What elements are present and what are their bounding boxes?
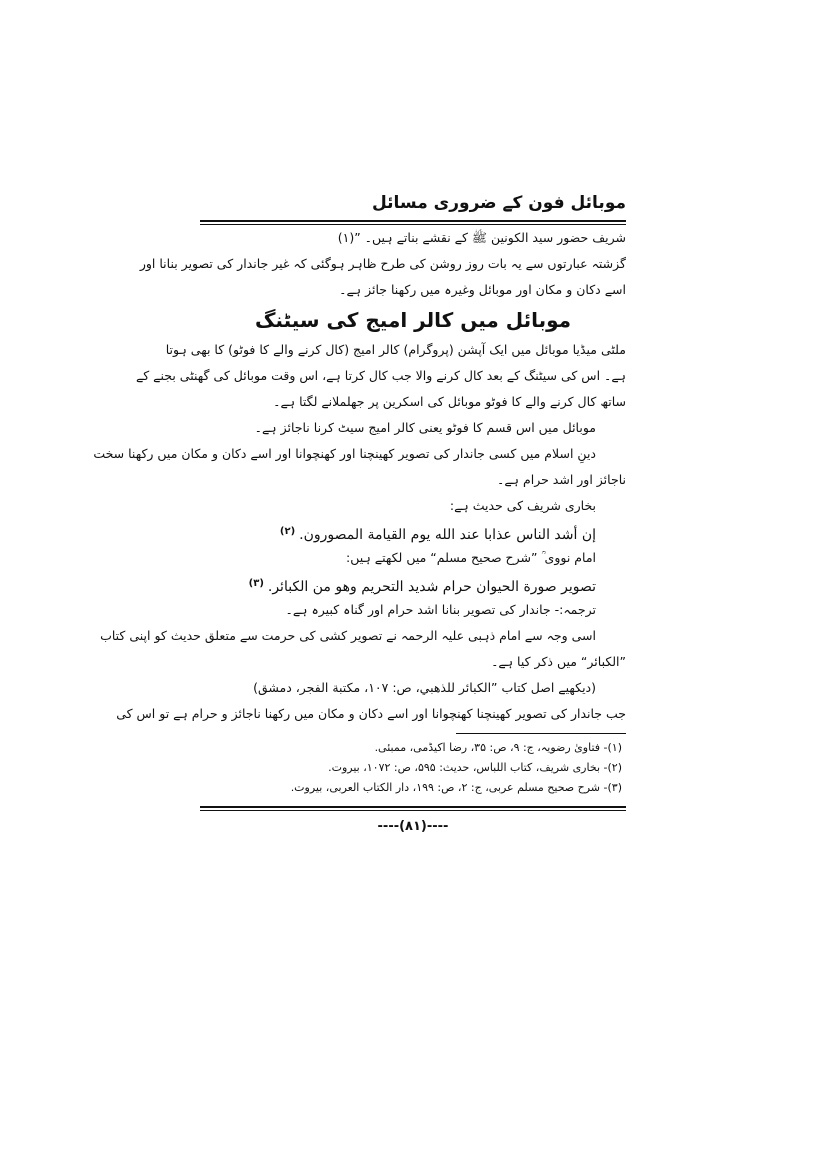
text-line: ہے۔ اس کی سیٹنگ کے بعد کال کرنے والا جب کال کرتا ہے، اس وقت موبائل کی گھنٹی بجنے کے — [135, 368, 626, 383]
text-line: موبائل میں اس قسم کا فوٹو یعنی کالر امیج سیٹ کرنا ناجائز ہے۔ — [254, 420, 596, 435]
footnote-marker: (۲) — [279, 526, 296, 537]
text-line: بخاری شریف کی حدیث ہے: — [449, 498, 596, 513]
reference-line: (دیکھیے اصل کتاب ”الكبائر للذهبي، ص: ۱۰۷، مكتبة الفجر، دمشق) — [253, 680, 596, 695]
text-line: اسی وجہ سے امام ذہبی علیہ الرحمہ نے تصویر کشی کی حرمت سے متعلق حدیث کو اپنی کتاب — [100, 628, 596, 643]
hadith-line — [200, 519, 626, 545]
running-header: موبائل فون کے ضروری مسائل — [371, 193, 626, 213]
footnote-marker: (۳) — [248, 578, 264, 589]
text-line: شریف حضور سید الکونین ﷺ کے نقشے بناتے ہیں۔ ”(۱) — [337, 230, 626, 245]
footnote: (۲)- بخاری شریف، کتاب اللباس، حدیث: ۵۹۵، ص: ۱۰۷۲، بیروت. — [328, 761, 622, 774]
footnote-rule — [456, 733, 626, 734]
document-page — [93, 190, 626, 980]
text-line: جب جاندار کی تصویر کھینچنا کھنچوانا اور اسے دکان و مکان میں رکھنا ناجائز و حرام ہے تو اس کی — [116, 706, 626, 721]
translation-line: ترجمہ:- جاندار کی تصویر بنانا اشد حرام اور گناہ کبیرہ ہے۔ — [285, 602, 596, 617]
text-line: ساتھ کال کرنے والے کا فوٹو موبائل کی اسکرین پر جھلملانے لگتا ہے۔ — [273, 394, 626, 409]
section-heading: موبائل میں کالر امیج کی سیٹنگ — [254, 308, 572, 332]
page-number: ----(۸۱)---- — [377, 819, 449, 834]
intro-paragraph — [139, 225, 626, 303]
section-body — [93, 337, 626, 727]
footer-rule — [200, 806, 626, 811]
footnote: (۳)- شرح صحیح مسلم عربی، ج: ۲، ص: ۱۹۹، دار الکتاب العربی، بیروت. — [290, 781, 622, 794]
text-line: ناجائز اور اشد حرام ہے۔ — [497, 472, 626, 487]
quote-line — [200, 571, 626, 597]
text-line: گزشتہ عبارتوں سے یہ بات روز روشن کی طرح ظاہر ہوگئی کہ غیر جاندار کی تصویر بنانا اور — [139, 256, 626, 271]
quote-text: تصوير صورة الحيوان حرام شديد التحريم وهو من الكبائر. — [267, 579, 596, 596]
footnote: (۱)- فتاویٰ رضویہ، ج: ۹، ص: ۳۵، رضا اکیڈمی، ممبئی. — [374, 741, 622, 754]
text-line: اسے دکان و مکان اور موبائل وغیرہ میں رکھنا جائز ہے۔ — [339, 282, 626, 297]
text-line: امام نووی ؒ ”شرح صحیح مسلم“ میں لکھتے ہیں: — [345, 550, 596, 565]
text-line: دینِ اسلام میں کسی جاندار کی تصویر کھینچنا اور کھنچوانا اور اسے دکان و مکان میں رکھنا سخت — [93, 446, 596, 461]
text-line: ”الکبائر“ میں ذکر کیا ہے۔ — [491, 654, 626, 669]
text-line: ملٹی میڈیا موبائل میں ایک آپشن (پروگرام) کالر امیج (کال کرنے والے کا فوٹو) کا بھی ہوتا — [165, 342, 626, 357]
footnotes — [200, 738, 626, 798]
hadith-text: إن أشد الناس عذابا عند الله يوم القيامة المصورون. — [299, 527, 596, 544]
